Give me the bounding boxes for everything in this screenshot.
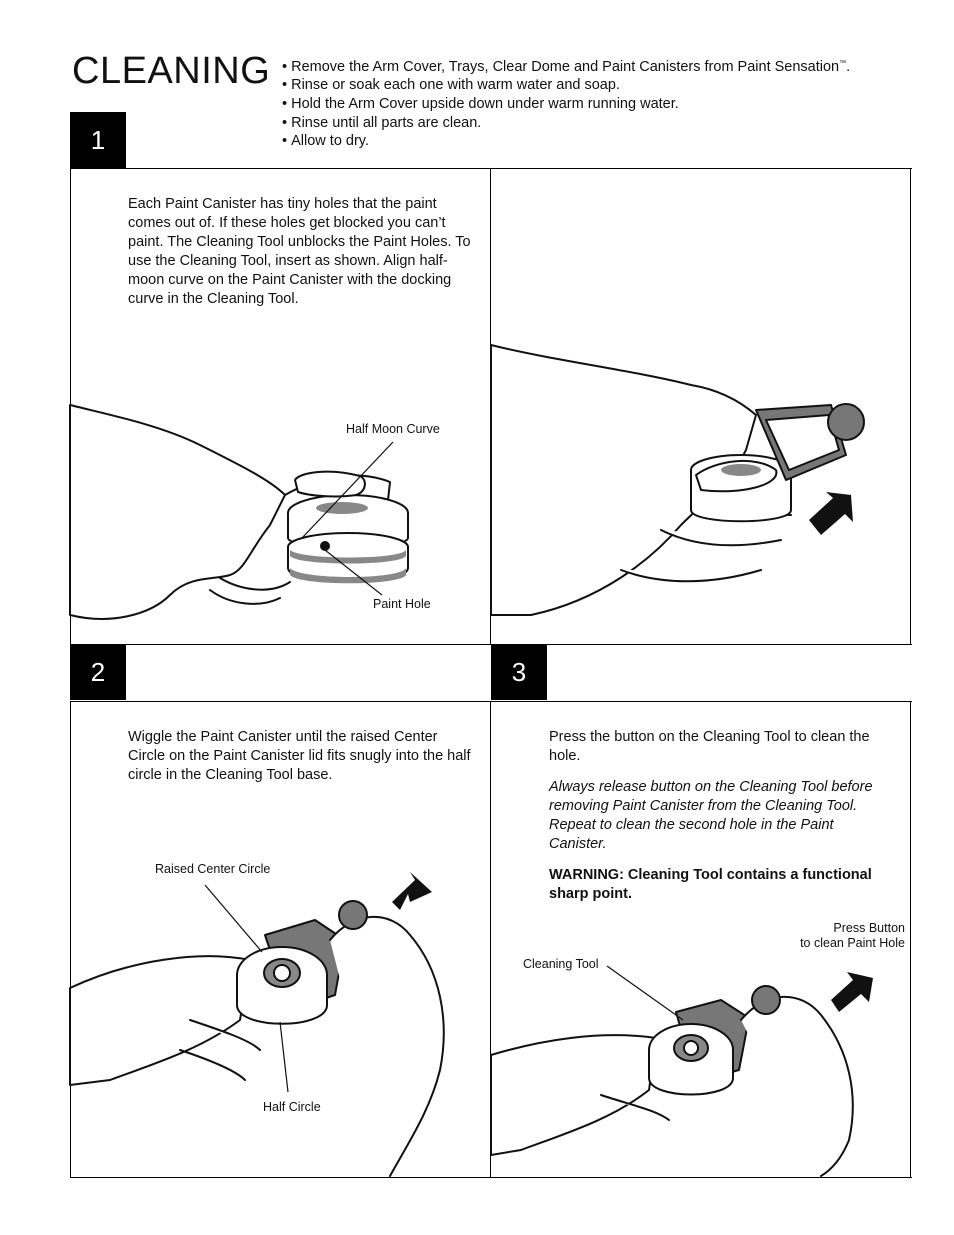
label-paint-hole: Paint Hole [373, 597, 431, 611]
label-cleaning-tool: Cleaning Tool [523, 957, 599, 971]
step-3-caution: Always release button on the Cleaning Tool before removing Paint Canister from the Cleaning Tool. Repeat to clean the second hole in the Paint Canister. [549, 779, 873, 852]
step-number-3: 3 [491, 644, 547, 700]
grid-line [70, 1177, 912, 1178]
wiggle-canister-illustration [70, 880, 490, 1176]
label-raised-center-circle: Raised Center Circle [155, 862, 271, 876]
step-number-2: 2 [70, 644, 126, 700]
trademark-icon: ™ [839, 60, 847, 67]
bullet-item: • Rinse until all parts are clean. [282, 114, 850, 133]
insert-cleaning-tool-illustration [491, 330, 909, 642]
label-half-moon-curve: Half Moon Curve [346, 422, 440, 436]
grid-line [70, 701, 912, 702]
step-3-warning: WARNING: Cleaning Tool contains a functional sharp point. [549, 867, 872, 902]
bullet-item: • Hold the Arm Cover upside down under warm running water. [282, 95, 850, 114]
bullet-item: • Allow to dry. [282, 132, 850, 151]
grid-line [910, 701, 911, 1177]
grid-line [910, 168, 911, 644]
bullet-item: • Remove the Arm Cover, Trays, Clear Dome and Paint Canisters from Paint Sensation™. [282, 55, 850, 76]
label-press-button: Press Button to clean Paint Hole [800, 921, 905, 950]
label-half-circle: Half Circle [263, 1100, 321, 1114]
step-1-text: Each Paint Canister has tiny holes that the paint comes out of. If these holes get blocked you can’t paint. The Cleaning Tool unblocks the Paint Holes. To use the Cleaning Tool, insert as shown. Align half-moon curve on the Paint Canister with the docking curve in the Cleaning Tool. [128, 196, 471, 307]
step-number-1: 1 [70, 112, 126, 168]
press-button-illustration [491, 960, 909, 1176]
instruction-list [282, 55, 850, 151]
step-3-text: Press the button on the Cleaning Tool to clean the hole. Always release button on the Cleaning Tool before removing Paint Canister from the Cleaning Tool. Repeat to clean the second hole in the Paint Canister. WARNING: Cleaning Tool contains a functional sharp point. [549, 728, 889, 916]
grid-line [70, 644, 912, 645]
page-title: CLEANING [72, 50, 271, 92]
step-2-text: Wiggle the Paint Canister until the raised Center Circle on the Paint Canister lid fits snugly into the half circle in the Cleaning Tool base. [128, 729, 471, 783]
bullet-item: • Rinse or soak each one with warm water and soap. [282, 76, 850, 95]
grid-line [70, 168, 912, 169]
